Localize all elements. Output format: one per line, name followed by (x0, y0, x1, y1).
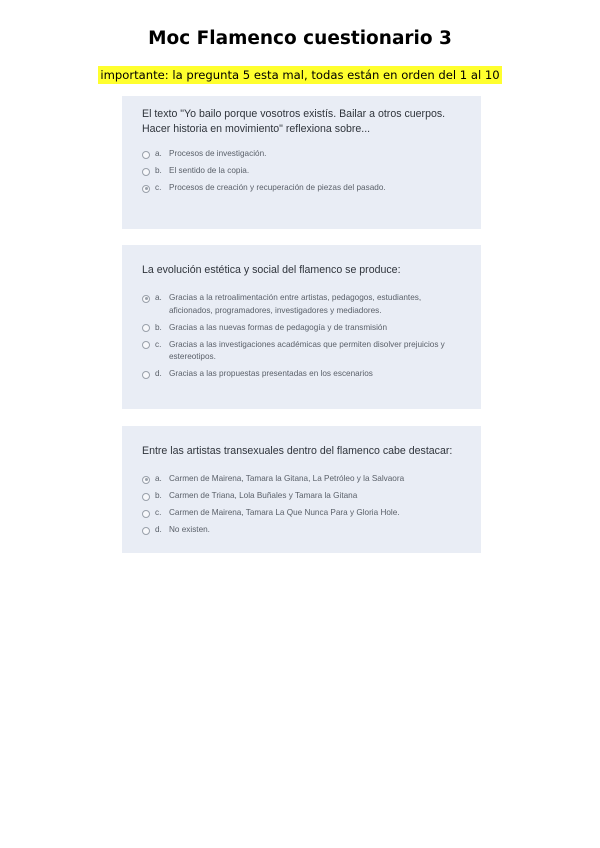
question-text: Entre las artistas transexuales dentro del flamenco cabe destacar: (142, 445, 453, 457)
option-text: El sentido de la copia. (169, 166, 250, 175)
options-list (142, 292, 463, 381)
question-card-2 (122, 245, 481, 409)
option-letter: b. (155, 166, 162, 175)
question-text: La evolución estética y social del flamenco se produce: (142, 264, 401, 276)
option-letter: c. (155, 508, 162, 517)
option-letter: a. (155, 474, 162, 483)
question-card-1 (122, 96, 481, 229)
question-card-3 (122, 426, 481, 553)
radio-button[interactable] (142, 151, 150, 159)
option-a[interactable] (142, 473, 463, 486)
radio-button[interactable] (142, 324, 150, 332)
option-d[interactable] (142, 524, 463, 537)
radio-button[interactable] (142, 510, 150, 518)
radio-button[interactable] (142, 493, 150, 501)
radio-button-selected[interactable] (142, 295, 150, 303)
option-b[interactable] (142, 490, 463, 503)
option-a[interactable] (142, 292, 463, 317)
option-letter: d. (155, 525, 162, 534)
option-letter: a. (155, 149, 162, 158)
option-text: Carmen de Mairena, Tamara la Gitana, La Petróleo y la Salvaora (169, 474, 405, 483)
radio-button[interactable] (142, 527, 150, 535)
option-text: Carmen de Mairena, Tamara La Que Nunca Para y Gloria Hole. (169, 508, 400, 517)
option-text: No existen. (169, 525, 210, 534)
option-c[interactable] (142, 339, 463, 364)
option-b[interactable] (142, 165, 463, 178)
highlighted-notice: importante: la pregunta 5 esta mal, todas están en orden del 1 al 10 (100, 68, 500, 82)
options-list (142, 473, 463, 537)
radio-button-selected[interactable] (142, 185, 150, 193)
radio-button[interactable] (142, 168, 150, 176)
options-list (142, 148, 463, 195)
option-text: Procesos de investigación. (169, 149, 267, 158)
option-letter: c. (155, 339, 162, 349)
option-a[interactable] (142, 148, 463, 161)
option-letter: b. (155, 491, 162, 500)
option-letter: d. (155, 369, 162, 378)
radio-button[interactable] (142, 371, 150, 379)
option-b[interactable] (142, 322, 463, 335)
option-text: Gracias a la retroalimentación entre artistas, pedagogos, estudiantes, aficionados, programadores, investigadores y mediadores. (169, 293, 422, 315)
option-text: Gracias a las nuevas formas de pedagogía y de transmisión (169, 322, 387, 332)
radio-button[interactable] (142, 341, 150, 349)
option-letter: a. (155, 293, 162, 302)
option-c[interactable] (142, 507, 463, 520)
option-letter: b. (155, 322, 162, 332)
option-text: Gracias a las propuestas presentadas en los escenarios (169, 369, 373, 378)
radio-button-selected[interactable] (142, 476, 150, 484)
option-d[interactable] (142, 368, 463, 381)
option-c[interactable] (142, 182, 463, 195)
option-text: Gracias a las investigaciones académicas que permiten disolver prejuicios y estereotipos. (169, 339, 445, 361)
notice-container (0, 66, 600, 84)
option-letter: c. (155, 183, 162, 192)
option-text: Procesos de creación y recuperación de piezas del pasado. (169, 183, 386, 192)
question-text: El texto "Yo bailo porque vosotros existís. Bailar a otros cuerpos. Hacer historia en movimiento" reflexiona sobre... (142, 108, 446, 135)
document-title: Moc Flamenco cuestionario 3 (148, 28, 452, 49)
option-text: Carmen de Triana, Lola Buñales y Tamara la Gitana (169, 491, 358, 500)
